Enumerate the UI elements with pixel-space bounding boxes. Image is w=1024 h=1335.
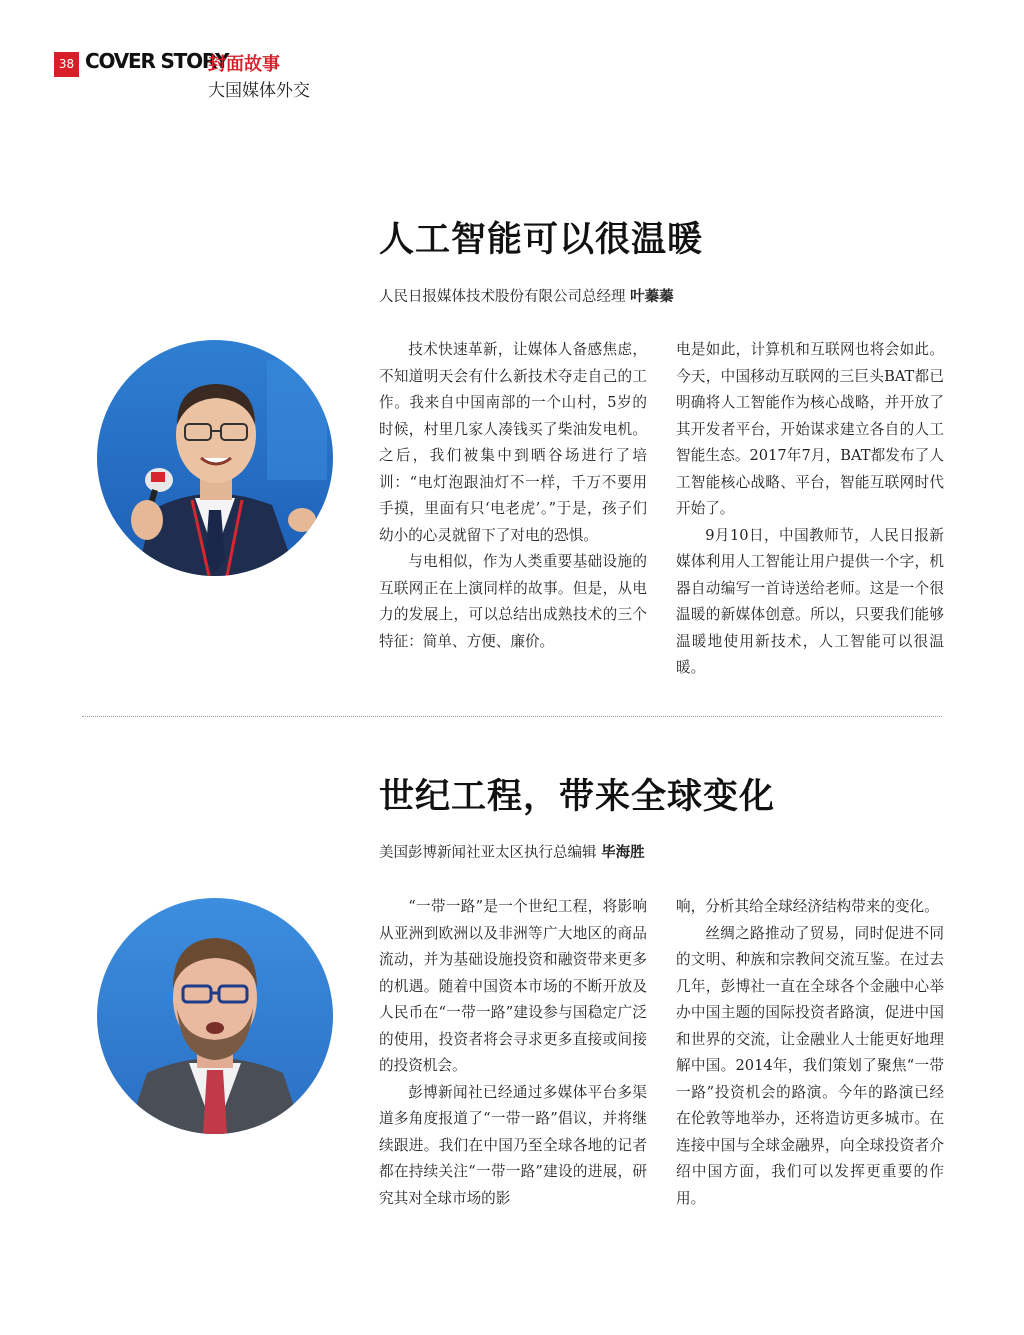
article-2-paragraph: 丝绸之路推动了贸易，同时促进不同的文明、种族和宗教间交流互鉴。在过去几年，彭博社一直在全球各个金融中心举办中国主题的国际投资者路演，促进中国和世界的交流，让金融业人士能更好地理解中国。2014年，我们策划了聚焦“一带一路”投资机会的路演。今年的路演已经在伦敦等地举办，还将造访更多城市。在连接中国与全球金融界，向全球投资者介绍中国方面，我们可以发挥更重要的作用。 (676, 924, 944, 1207)
article-1-byline-name: 叶蓁蓁 (630, 289, 674, 305)
article-1-left-column (379, 337, 647, 655)
portrait-1-illustration (97, 340, 333, 576)
article-1-paragraph: 9月10日，中国教师节，人民日报新媒体利用人工智能让用户提供一个字，机器自动编写一首诗送给老师。这是一个很温暖的新媒体创意。所以，只要我们能够温暖地使用新技术，人工智能可以很温暖。 (676, 526, 944, 676)
article-1-portrait (97, 340, 333, 576)
page-number: 38 (54, 52, 79, 77)
article-2-byline-name: 毕海胜 (601, 845, 645, 861)
article-2-right-column (676, 894, 944, 1212)
article-1-paragraph: 与电相似，作为人类重要基础设施的互联网正在上演同样的故事。但是，从电力的发展上，可以总结出成熟技术的三个特征：简单、方便、廉价。 (379, 553, 647, 650)
article-1-paragraph-cont: 电是如此，计算机和互联网也将会如此。今天，中国移动互联网的三巨头BAT都已明确将人工智能作为核心战略，并开放了其开发者平台，开始谋求建立各自的人工智能生态。2017年7月，BAT都发布了人工智能核心战略、平台，智能互联网时代开始了。 (676, 341, 944, 517)
section-subtitle: 大国媒体外交 (208, 81, 310, 101)
article-1-title: 人工智能可以很温暖 (379, 220, 704, 260)
article-1-right-column (676, 337, 944, 682)
article-2-portrait (97, 898, 333, 1134)
article-1-byline (379, 285, 674, 306)
section-label-cn: 封面故事 (208, 54, 280, 75)
article-2-paragraph: 彭博新闻社已经通过多媒体平台多渠道多角度报道了“一带一路”倡议，并将继续跟进。我们在中国乃至全球各地的记者都在持续关注“一带一路”建设的进展，研究其对全球市场的影 (379, 1083, 647, 1207)
cover-story-label: COVER STORY (85, 49, 229, 73)
article-2-byline-org: 美国彭博新闻社亚太区执行总编辑 (379, 845, 597, 861)
article-2-byline (379, 841, 645, 862)
article-2-left-column (379, 894, 647, 1212)
article-1-byline-org: 人民日报媒体技术股份有限公司总经理 (379, 289, 626, 305)
portrait-2-illustration (97, 898, 333, 1134)
article-1-paragraph: 技术快速革新，让媒体人备感焦虑，不知道明天会有什么新技术夺走自己的工作。我来自中国南部的一个山村，5岁的时候，村里几家人凑钱买了柴油发电机。之后，我们被集中到晒谷场进行了培训：“电灯泡跟油灯不一样，千万不要用手摸，里面有只‘电老虎’。”于是，孩子们幼小的心灵就留下了对电的恐惧。 (379, 341, 647, 544)
section-divider (82, 716, 942, 717)
article-2-title: 世纪工程，带来全球变化 (379, 777, 776, 817)
article-2-paragraph: “一带一路”是一个世纪工程，将影响从亚洲到欧洲以及非洲等广大地区的商品流动，并为基础设施投资和融资带来更多的机遇。随着中国资本市场的不断开放及人民币在“一带一路”建设参与国稳定广泛的使用，投资者将会寻求更多直接或间接的投资机会。 (379, 898, 647, 1074)
article-2-paragraph-cont: 响，分析其给全球经济结构带来的变化。 (676, 898, 939, 915)
